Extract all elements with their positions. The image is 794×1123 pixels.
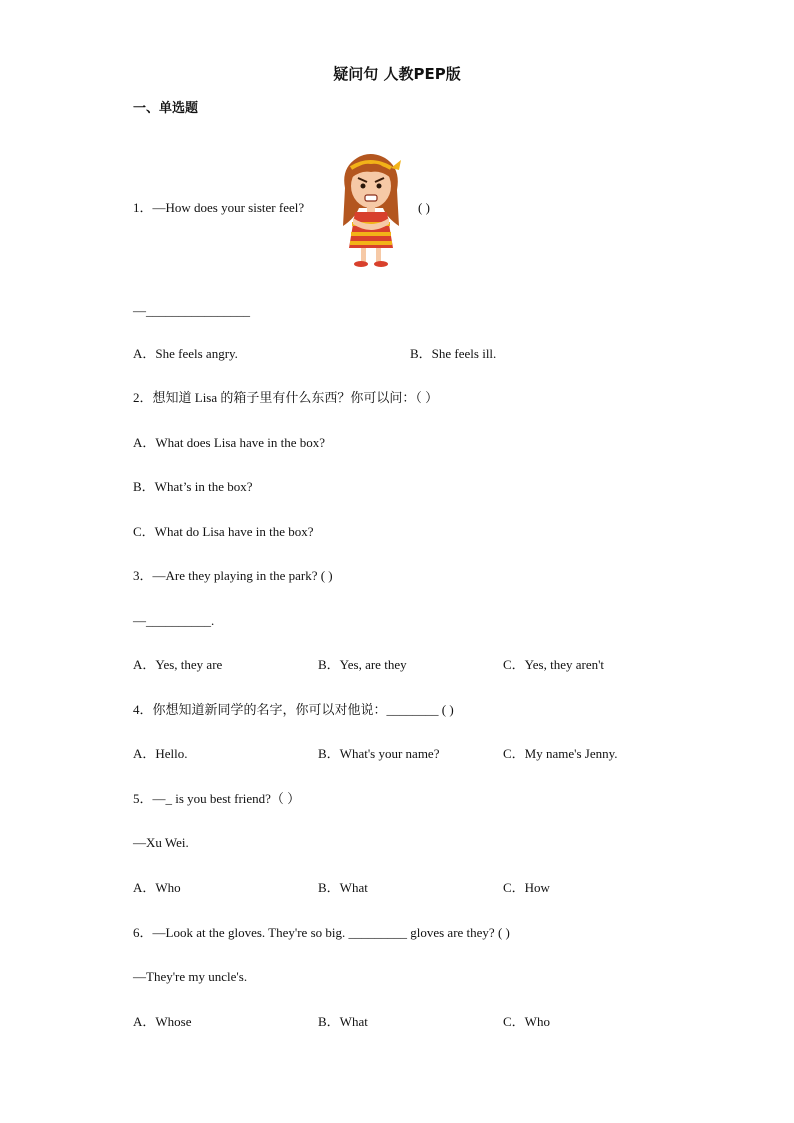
q6-stem: 6．—Look at the gloves. They're so big. _________ gloves are they? ( ) xyxy=(133,925,510,940)
q1-option-a[interactable]: A．She feels angry. xyxy=(133,346,238,361)
q3-option-a[interactable]: A．Yes, they are xyxy=(133,657,223,672)
page-title: 疑问句 人教PEP版 xyxy=(333,65,461,83)
q4-option-a[interactable]: A．Hello. xyxy=(133,746,188,761)
q3-option-c[interactable]: C．Yes, they aren't xyxy=(503,657,605,672)
q3-answer-line: —__________. xyxy=(133,613,215,628)
q6-option-c[interactable]: C．Who xyxy=(503,1014,550,1029)
q6-reply: —They're my uncle's. xyxy=(133,969,248,984)
q1-answer-paren: ( ) xyxy=(418,200,430,215)
section-heading: 一、单选题 xyxy=(133,101,199,116)
q6-option-b[interactable]: B．What xyxy=(318,1014,368,1029)
q1-stem: 1．—How does your sister feel? xyxy=(133,200,305,215)
q2-option-b[interactable]: B．What’s in the box? xyxy=(133,479,253,494)
q5-option-b[interactable]: B．What xyxy=(318,880,368,895)
q5-option-a[interactable]: A．Who xyxy=(133,880,181,895)
q2-option-a[interactable]: A．What does Lisa have in the box? xyxy=(133,435,326,450)
q5-reply: —Xu Wei. xyxy=(133,835,189,850)
q4-stem: 4．你想知道新同学的名字，你可以对他说：________ ( ) xyxy=(133,702,454,717)
q2-stem: 2．想知道 Lisa 的箱子里有什么东西？你可以问：（ ） xyxy=(133,390,439,405)
q2-option-c[interactable]: C．What do Lisa have in the box? xyxy=(133,524,314,539)
q4-option-b[interactable]: B．What's your name? xyxy=(318,746,440,761)
q4-option-c[interactable]: C．My name's Jenny. xyxy=(503,746,618,761)
q1-answer-line: —________________ xyxy=(133,303,250,318)
angry-girl-illustration xyxy=(327,148,413,270)
q5-stem: 5．—_ is you best friend?（ ） xyxy=(133,791,301,806)
q6-option-a[interactable]: A．Whose xyxy=(133,1014,192,1029)
q1-option-b[interactable]: B．She feels ill. xyxy=(410,346,497,361)
q3-option-b[interactable]: B．Yes, are they xyxy=(318,657,407,672)
q5-option-c[interactable]: C．How xyxy=(503,880,550,895)
q3-stem: 3．—Are they playing in the park? ( ) xyxy=(133,568,333,583)
